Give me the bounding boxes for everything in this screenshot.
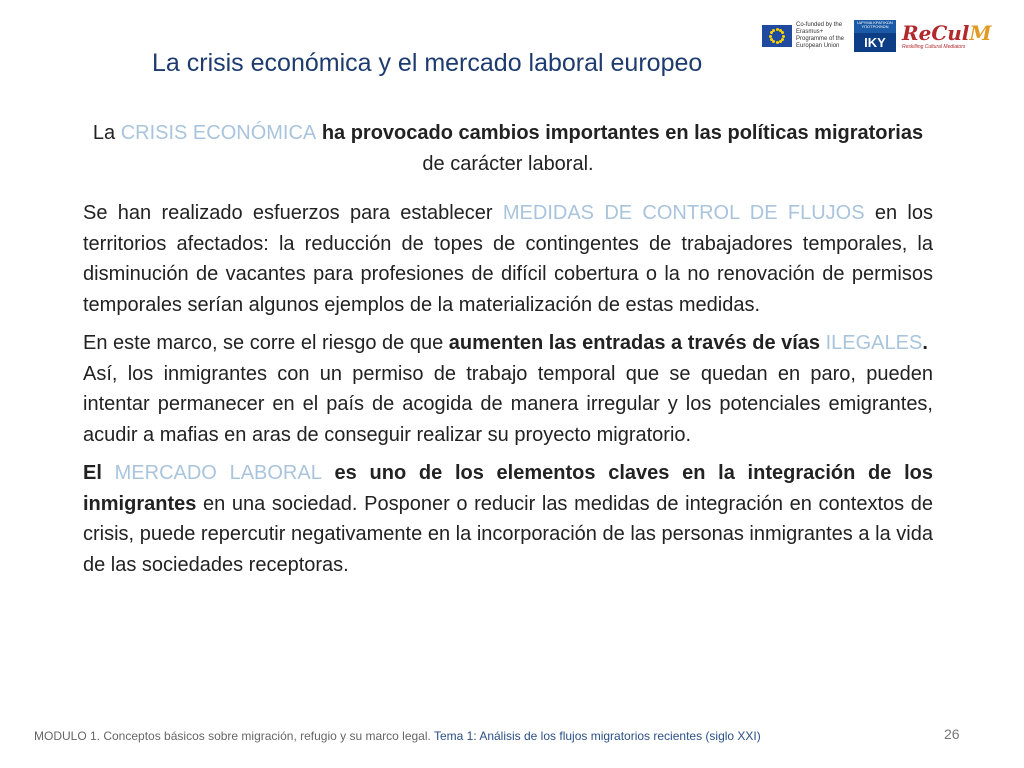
eu-star-icon (779, 40, 782, 43)
reculm-wordmark: ReCulM (902, 20, 992, 45)
footer (34, 729, 761, 743)
eu-star-icon (776, 41, 779, 44)
paragraph-medidas: Se han realizado esfuerzos para establecer MEDIDAS DE CONTROL DE FLUJOS en los territorios afectados: la reducción de topes de contingentes de trabajadores temporales, la disminución de vacantes para profesiones de difícil cobertura o la no renovación de permisos temporales serían algunos ejemplos de la materialización de estas medidas. (83, 202, 933, 316)
eu-star-icon (772, 40, 775, 43)
eu-flag-icon (762, 25, 792, 47)
iky-logo (854, 20, 896, 52)
reculm-logo (902, 20, 992, 50)
paragraph-riesgo: En este marco, se corre el riesgo de que aumenten las entradas a través de vías ILEGALES. Así, los inmigrantes con un permiso de trabajo temporal que se quedan en paro, pueden intentar permanecer en el país de acogida de manera irregular y los potenciales emigrantes, acudir a mafias en aras de conseguir realizar su proyecto migratorio. (83, 332, 933, 446)
iky-top-text: ΙΔΡΥΜΑ ΚΡΑΤΙΚΩΝ ΥΠΟΤΡΟΦΙΩΝ (854, 20, 896, 33)
eu-cofunded-text: Co-funded by the Erasmus+ Programme of the European Union (796, 22, 845, 49)
eu-star-icon (772, 29, 775, 32)
slide-body (83, 118, 933, 588)
paragraph-crisis: La CRISIS ECONÓMICA ha provocado cambios importantes en las políticas migratorias de carácter laboral. (92, 122, 924, 175)
slide-title: La crisis económica y el mercado laboral europeo (152, 49, 703, 77)
reculm-subtitle: Reskilling Cultural Mediators (902, 43, 966, 50)
eu-star-icon (770, 38, 773, 41)
partner-logos (762, 18, 992, 54)
footer-topic: Tema 1: Análisis de los flujos migratorios recientes (siglo XXI) (430, 729, 761, 743)
paragraph-mercado: El MERCADO LABORAL es uno de los elementos claves en la integración de los inmigrantes en una sociedad. Posponer o reducir las medidas de integración en contextos de crisis, puede repercutir negativamente en la incorporación de las personas inmigrantes a la vida de las sociedades receptoras. (83, 462, 934, 576)
iky-label: IKY (854, 33, 896, 52)
page-number: 26 (944, 726, 960, 742)
eu-star-icon (769, 35, 772, 38)
footer-module: MODULO 1. Conceptos básicos sobre migración, refugio y su marco legal. (34, 729, 431, 743)
eu-star-icon (781, 31, 784, 34)
